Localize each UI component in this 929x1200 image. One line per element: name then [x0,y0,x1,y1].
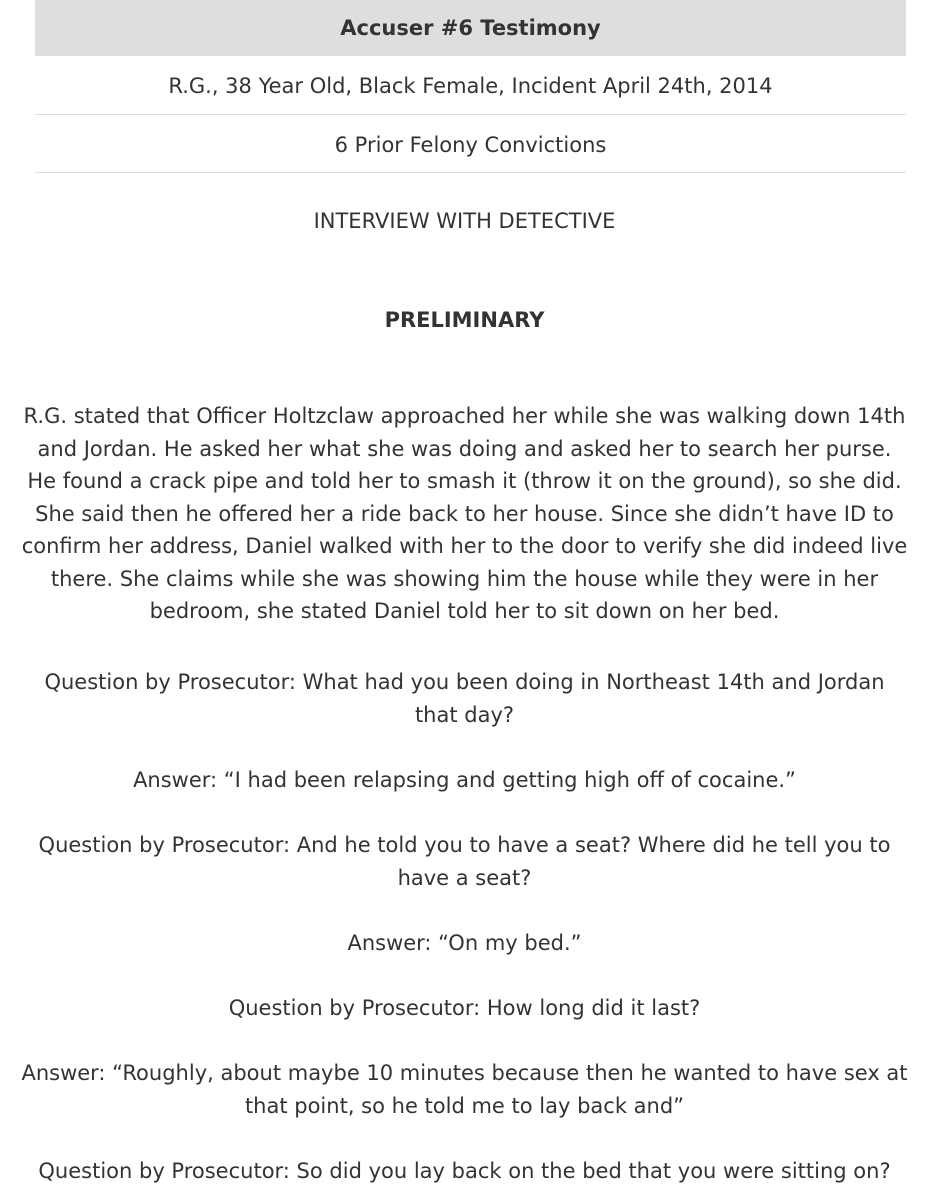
qa-question-2: Question by Prosecutor: And he told you to have a seat? Where did he tell you to have a seat? [38,833,891,890]
section-heading: PRELIMINARY [384,308,545,332]
prior-convictions: 6 Prior Felony Convictions [334,133,607,157]
table-row-priors [35,115,906,173]
qa-answer-2: Answer: “On my bed.” [347,931,582,955]
qa-answer-1: Answer: “I had been relapsing and getting high off of cocaine.” [133,768,796,792]
subject-details: R.G., 38 Year Old, Black Female, Incident April 24th, 2014 [168,74,773,98]
qa-question-1: Question by Prosecutor: What had you been doing in Northeast 14th and Jordan that day? [44,670,885,727]
table-header [35,0,906,56]
qa-question-3: Question by Prosecutor: How long did it last? [228,996,701,1020]
qa-answer-3: Answer: “Roughly, about maybe 10 minutes because then he wanted to have sex at that point, so he told me to lay back and” [21,1061,908,1118]
table-row-subject [35,56,906,115]
section-label: INTERVIEW WITH DETECTIVE [313,209,616,233]
testimony-title: Accuser #6 Testimony [340,16,601,40]
summary-paragraph: R.G. stated that Officer Holtzclaw approached her while she was walking down 14th and Jordan. He asked her what she was doing and asked her to search her purse. He found a crack pipe and told her to smash it (throw it on the ground), so she did. She said then he offered her a ride back to her house. Since she didn’t have ID to confirm her address, Daniel walked with her to the door to verify she did indeed live there. She claims while she was showing him the house while they were in her bedroom, she stated Daniel told her to sit down on her bed. [21,404,908,623]
qa-question-4: Question by Prosecutor: So did you lay back on the bed that you were sitting on? [38,1159,891,1183]
